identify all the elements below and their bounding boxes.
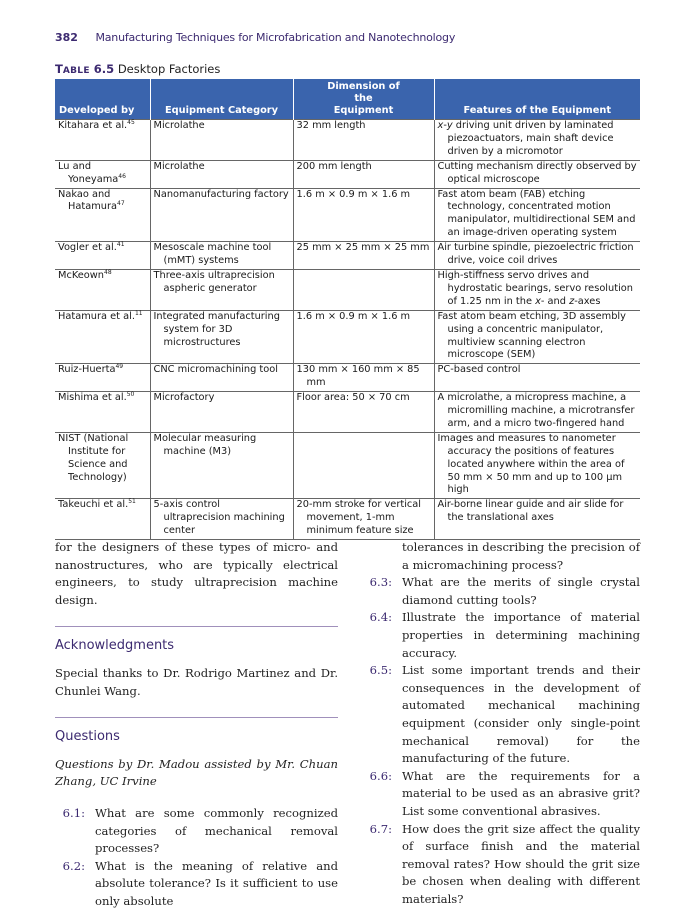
dimension-cell: 200 mm length — [293, 160, 434, 188]
question-text: List some important trends and their consequences in the development of automated mechanical machining equipment (consider only single-point mechanical removal) for the manufacturing of the future. — [402, 663, 640, 766]
question-text: Illustrate the importance of material properties in determining machining accuracy. — [402, 610, 640, 660]
reference-marker: 46 — [118, 172, 126, 180]
question-text: What are the merits of single crystal diamond cutting tools? — [402, 575, 640, 607]
table-row — [55, 269, 640, 310]
features-cell: x-y driving unit driven by laminated piezoactuators, main shaft device driven by a micromotor — [434, 120, 640, 161]
question-number: 6.7: — [369, 821, 392, 836]
category-cell: 5-axis control ultraprecision machining center — [150, 499, 293, 540]
category-cell: Integrated manufacturing system for 3D microstructures — [150, 310, 293, 364]
category-cell: Mesoscale machine tool (mMT) systems — [150, 242, 293, 270]
features-cell: Fast atom beam (FAB) etching technology, concentrated motion manipulator, multidirectional SEM and an image-driven operating system — [434, 188, 640, 242]
question-item — [55, 805, 338, 858]
intro-paragraph: for the designers of these types of micro- and nanostructures, who are typically electrical engineers, to study ultraprecision machine design. — [55, 540, 338, 607]
question-text: How does the grit size affect the quality of surface finish and the material removal rates? How should the grit size be chosen when dealing with different materials? — [402, 821, 640, 906]
table-body — [55, 120, 640, 540]
running-title: Manufacturing Techniques for Microfabrication and Nanotechnology — [95, 31, 456, 44]
acknowledgments-text: Special thanks to Dr. Rodrigo Martinez and Dr. Chunlei Wang. — [55, 665, 338, 698]
running-header — [55, 31, 455, 44]
question-text: What is the meaning of relative and absolute tolerance? Is it sufficient to use only absolute — [95, 858, 338, 908]
question-text: What are some commonly recognized categories of mechanical removal processes? — [95, 805, 338, 856]
reference-marker: 50 — [126, 391, 135, 399]
category-cell: Microlathe — [150, 160, 293, 188]
reference-marker: 51 — [128, 498, 136, 506]
right-column — [362, 539, 640, 908]
question-item — [362, 821, 640, 909]
dimension-cell: 20-mm stroke for vertical movement, 1-mm minimum feature size — [293, 499, 434, 540]
acknowledgments-heading: Acknowledgments — [55, 626, 338, 655]
question-number: 6.2: — [62, 858, 85, 873]
reference-marker: 47 — [117, 200, 125, 208]
dimension-cell — [293, 432, 434, 499]
category-cell: Microlathe — [150, 120, 293, 161]
column-header: Developed by — [55, 79, 150, 120]
dimension-cell — [293, 269, 434, 310]
reference-marker: 45 — [127, 119, 135, 126]
reference-marker: 41 — [116, 241, 125, 249]
page-number: 382 — [55, 31, 78, 44]
questions-heading: Questions — [55, 717, 338, 746]
questions-list-left — [55, 805, 338, 911]
category-cell: Microfactory — [150, 392, 293, 433]
question-number: 6.4: — [369, 610, 392, 625]
reference-marker: 11 — [134, 309, 143, 317]
features-cell: High-stiffness servo drives and hydrostatic bearings, servo resolution of 1.25 nm in the x- and z-axes — [434, 269, 640, 310]
left-column — [55, 539, 338, 911]
developer-cell: Mishima et al.$^{50}$ — [55, 392, 150, 433]
developer-cell: McKeown$^{48}$ — [55, 269, 150, 310]
table-row — [55, 364, 640, 392]
category-cell: Three-axis ultraprecision aspheric generator — [150, 269, 293, 310]
reference-marker: 49 — [115, 363, 124, 371]
developer-cell: NIST (National Institute for Science and Technology) — [55, 432, 150, 499]
features-cell: A microlathe, a micropress machine, a micromilling machine, a microtransfer arm, and a micro two-fingered hand — [434, 392, 640, 433]
column-header: Dimension of the Equipment — [293, 79, 434, 120]
developer-cell: Hatamura et al.$^{11}$ — [55, 310, 150, 364]
column-header: Features of the Equipment — [434, 79, 640, 120]
table-header-row — [55, 79, 640, 120]
table-caption — [55, 62, 220, 76]
table-row — [55, 242, 640, 270]
desktop-factories-table — [55, 79, 640, 540]
developer-cell: Vogler et al.$^{41}$ — [55, 242, 150, 270]
table-row — [55, 188, 640, 242]
question-number: 6.3: — [369, 575, 392, 590]
features-cell: Fast atom beam etching, 3D assembly using a concentric manipulator, multiview scanning electron microscope (SEM) — [434, 310, 640, 364]
dimension-cell: Floor area: 50 × 70 cm — [293, 392, 434, 433]
question-item — [362, 539, 640, 574]
dimension-cell: 25 mm × 25 mm × 25 mm — [293, 242, 434, 270]
table-title: Desktop Factories — [117, 62, 221, 76]
developer-cell: Lu and Yoneyama$^{46}$ — [55, 160, 150, 188]
table-row — [55, 120, 640, 161]
developer-cell: Nakao and Hatamura$^{47}$ — [55, 188, 150, 242]
reference-marker: 48 — [104, 268, 112, 276]
dimension-cell: 32 mm length — [293, 120, 434, 161]
question-item — [362, 662, 640, 768]
dimension-cell: 1.6 m × 0.9 m × 1.6 m — [293, 310, 434, 364]
category-cell: Molecular measuring machine (M3) — [150, 432, 293, 499]
question-text: tolerances in describing the precision of a micromachining process? — [402, 540, 640, 572]
table-row — [55, 392, 640, 433]
table-label: TABLE 6.5 — [55, 62, 115, 76]
question-number: 6.5: — [369, 663, 392, 678]
table-row — [55, 499, 640, 540]
features-cell: Cutting mechanism directly observed by optical microscope — [434, 160, 640, 188]
question-text: What are the requirements for a material to be used as an abrasive grit? List some conventional abrasives. — [402, 768, 640, 818]
developer-cell: Takeuchi et al.$^{51}$ — [55, 499, 150, 540]
table-row — [55, 310, 640, 364]
features-cell: PC-based control — [434, 364, 640, 392]
table-row — [55, 160, 640, 188]
question-item — [362, 574, 640, 609]
features-cell: Air turbine spindle, piezoelectric friction drive, voice coil drives — [434, 242, 640, 270]
features-cell: Images and measures to nanometer accuracy the positions of features located anywhere within the area of 50 mm × 50 mm and up to 100 μm high — [434, 432, 640, 499]
question-number: 6.6: — [369, 768, 392, 783]
dimension-cell: 130 mm × 160 mm × 85 mm — [293, 364, 434, 392]
table-row — [55, 432, 640, 499]
category-cell: Nanomanufacturing factory — [150, 188, 293, 242]
question-item — [55, 858, 338, 911]
category-cell: CNC micromachining tool — [150, 364, 293, 392]
features-cell: Air-borne linear guide and air slide for the translational axes — [434, 499, 640, 540]
question-item — [362, 768, 640, 821]
developer-cell: Kitahara et al.$^{45}$ — [55, 120, 150, 161]
developer-cell: Ruiz-Huerta$^{49}$ — [55, 364, 150, 392]
question-item — [362, 609, 640, 662]
questions-intro: Questions by Dr. Madou assisted by Mr. Chuan Zhang, UC Irvine — [55, 756, 338, 789]
column-header: Equipment Category — [150, 79, 293, 120]
question-number: 6.1: — [62, 805, 85, 820]
dimension-cell: 1.6 m × 0.9 m × 1.6 m — [293, 188, 434, 242]
